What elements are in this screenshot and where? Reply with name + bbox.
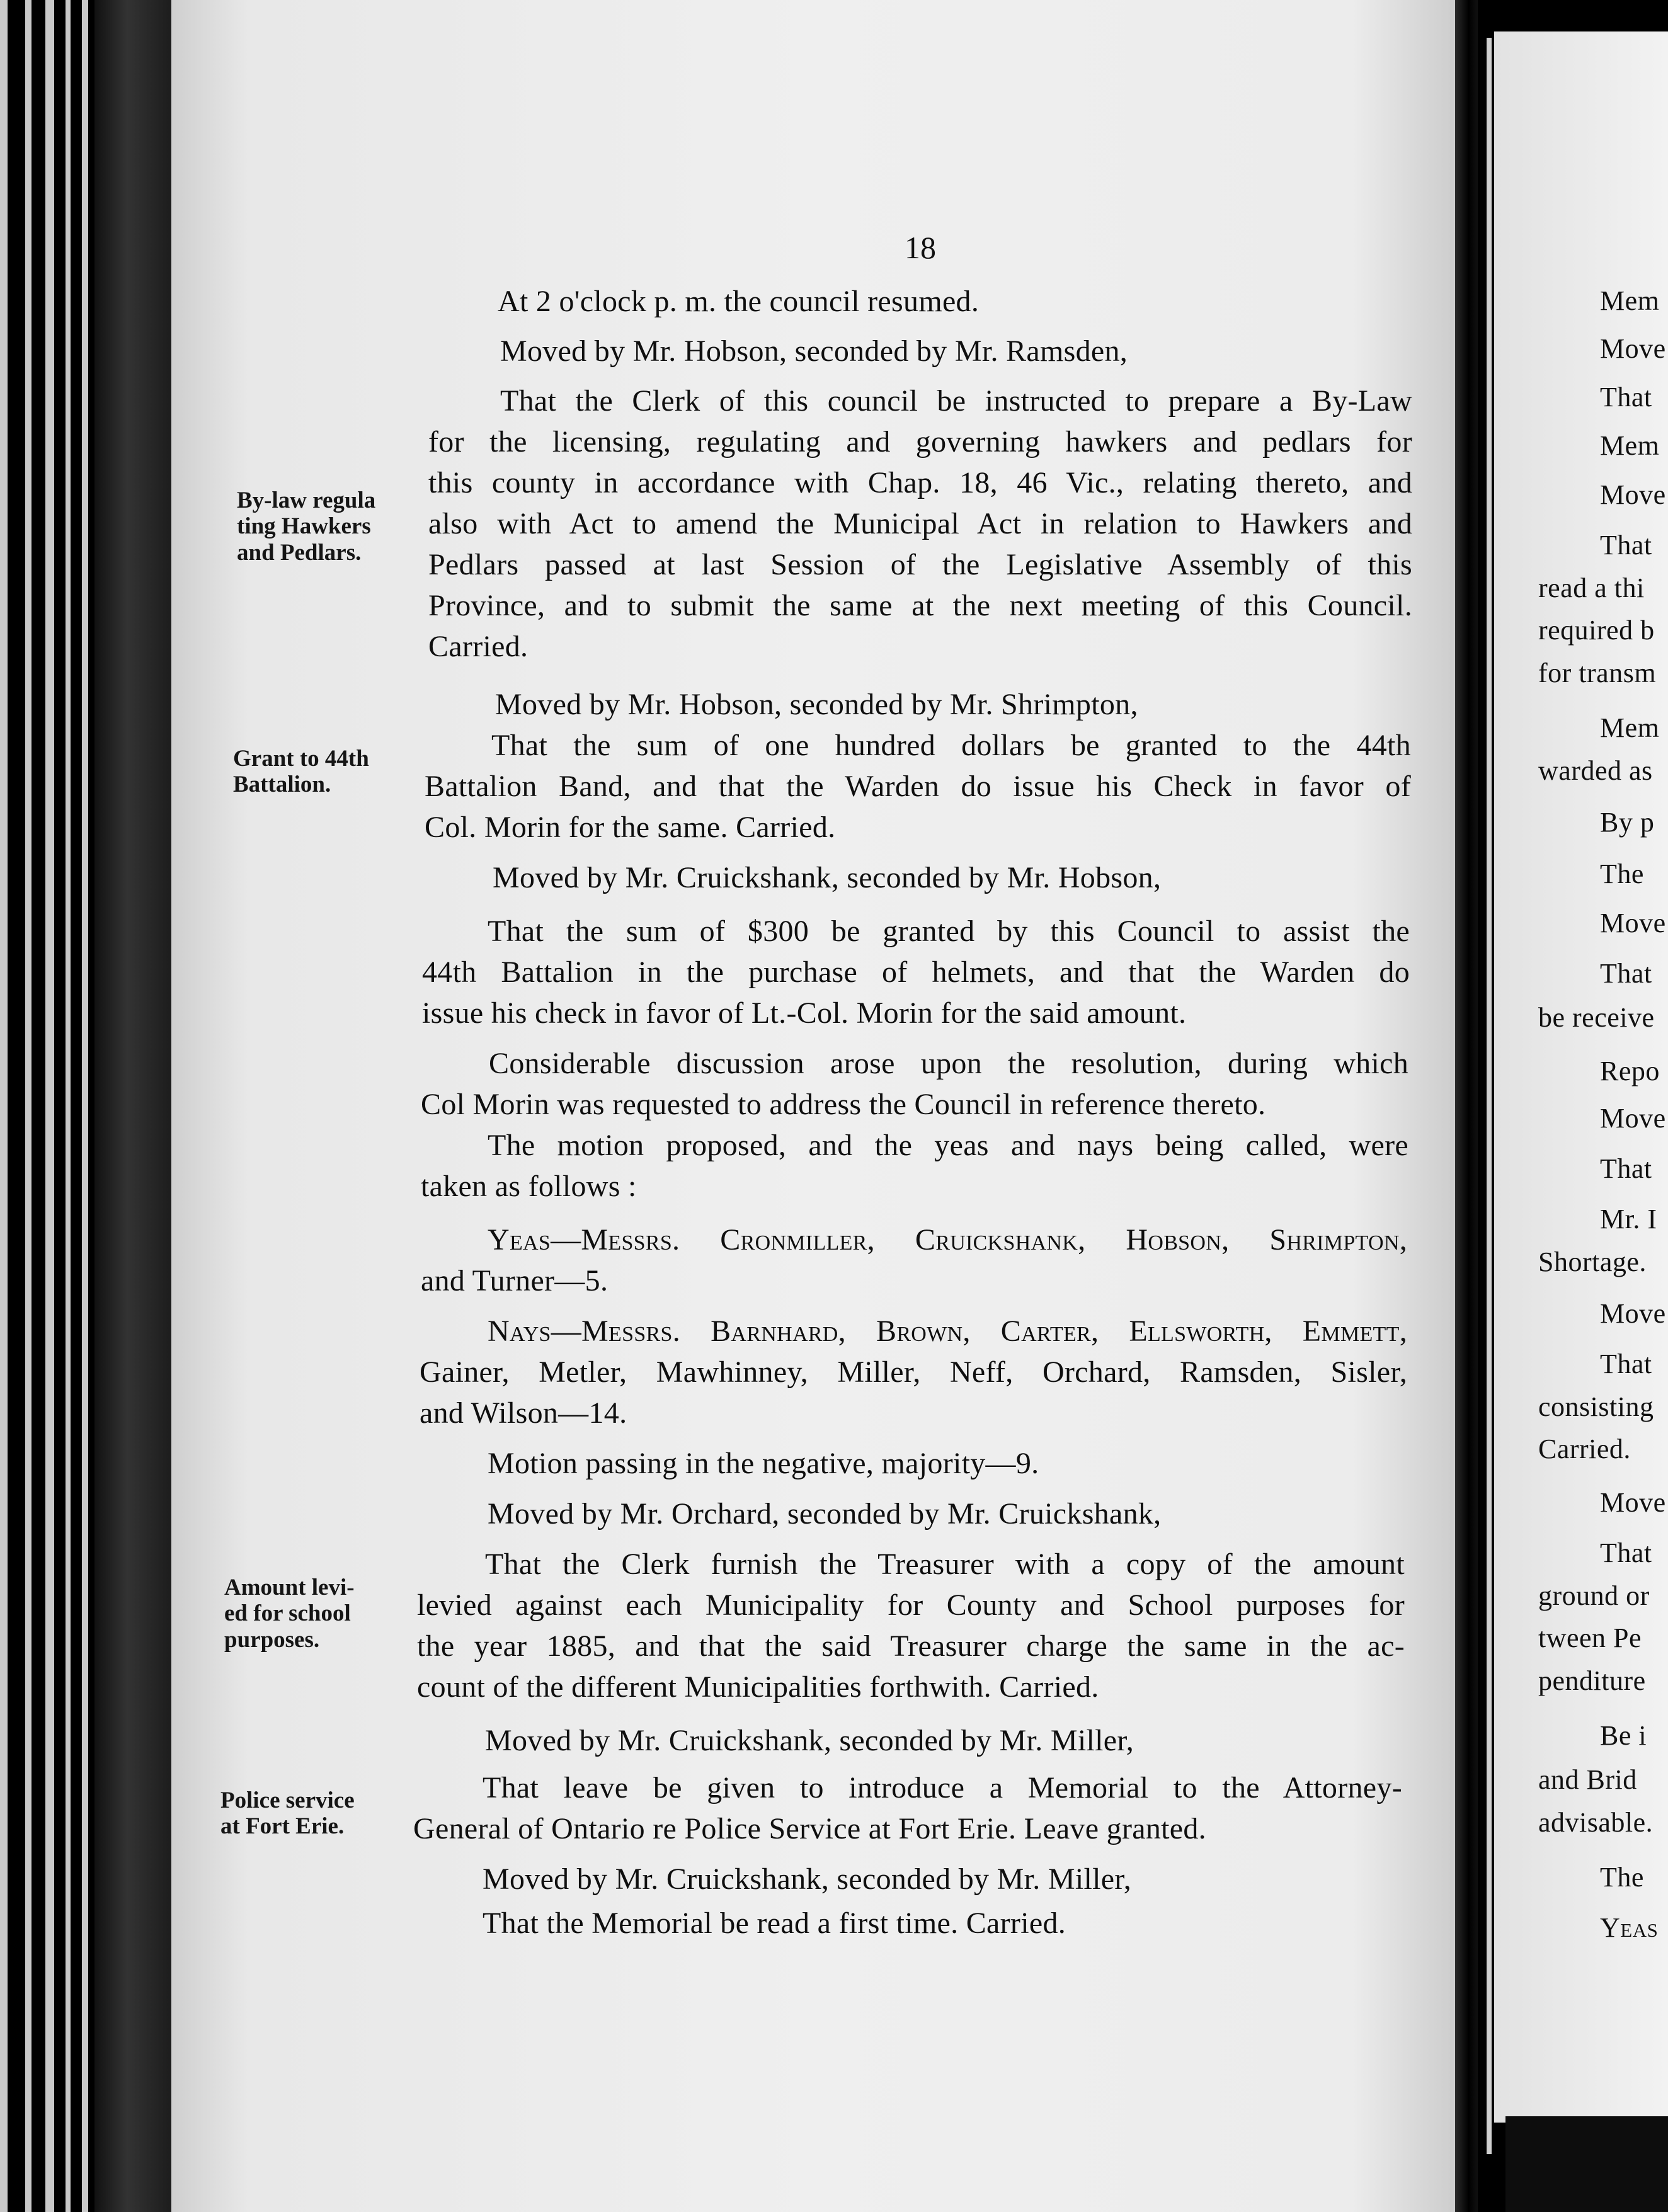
text-line: Moved by Mr. Cruickshank, seconded by Mr. Miller, [483, 1862, 1131, 1896]
adjacent-line: Mem [1600, 712, 1660, 743]
text-line: That the sum of one hundred dollars be granted to the 44th [491, 729, 1411, 762]
adjacent-line: for transm [1538, 658, 1657, 688]
text-line: Yeas—Messrs. Cronmiller, Cruickshank, Hobson, Shrimpton, [488, 1223, 1407, 1257]
adjacent-line: warded as [1538, 755, 1653, 786]
text-line: issue his check in favor of Lt.-Col. Morin for the said amount. [422, 996, 1187, 1030]
adjacent-line: Move [1600, 1487, 1666, 1518]
text-line: Moved by Mr. Cruickshank, seconded by Mr. Miller, [485, 1724, 1134, 1757]
text-line: The motion proposed, and the yeas and nays being called, were [488, 1129, 1408, 1162]
text-line: Moved by Mr. Orchard, seconded by Mr. Cruickshank, [488, 1497, 1162, 1531]
text-line: Province, and to submit the same at the next meeting of this Council. [428, 589, 1412, 622]
text-line: Moved by Mr. Cruickshank, seconded by Mr. Hobson, [493, 861, 1162, 894]
text-line: At 2 o'clock p. m. the council resumed. [498, 285, 980, 318]
adjacent-line: consisting [1538, 1391, 1654, 1422]
adjacent-line: and Brid [1538, 1764, 1637, 1795]
text-line: Col. Morin for the same. Carried. [425, 811, 836, 844]
adjacent-line: Be i [1600, 1720, 1647, 1751]
adjacent-line: By p [1600, 807, 1655, 838]
text-line: Pedlars passed at last Session of the Legislative Assembly of this [428, 548, 1412, 581]
adjacent-line: Carried. [1538, 1434, 1631, 1464]
adjacent-line: Shortage. [1538, 1246, 1647, 1277]
adjacent-line: Mr. I [1600, 1204, 1657, 1234]
text-line: taken as follows : [421, 1170, 637, 1203]
text-line: Considerable discussion arose upon the resolution, during which [489, 1047, 1408, 1080]
text-line: That the Clerk of this council be instructed to prepare a By-Law [500, 384, 1412, 418]
text-line: Col Morin was requested to address the Council in reference thereto. [421, 1088, 1266, 1121]
adjacent-line: Mem [1600, 285, 1660, 316]
adjacent-line: Mem [1600, 430, 1660, 461]
text-line: Moved by Mr. Hobson, seconded by Mr. Ramsden, [500, 334, 1128, 368]
adjacent-line: ground or [1538, 1580, 1650, 1611]
text-line: General of Ontario re Police Service at Fort Erie. Leave granted. [413, 1812, 1206, 1845]
margin-note-grant: Grant to 44th Battalion. [233, 746, 369, 798]
text-line: levied against each Municipality for County and School purposes for [417, 1588, 1405, 1622]
adjacent-line: be receive [1538, 1002, 1655, 1033]
page-gutter-edge [1487, 38, 1492, 2154]
text-line: the year 1885, and that the said Treasurer charge the same in the ac- [417, 1629, 1405, 1663]
adjacent-line: That [1600, 1348, 1652, 1379]
margin-note-amount: Amount levi- ed for school purposes. [224, 1575, 355, 1653]
adjacent-line: Move [1600, 333, 1666, 364]
text-line: That the Memorial be read a first time. Carried. [483, 1907, 1066, 1940]
adjacent-line: Yeas [1600, 1912, 1659, 1943]
text-line: Nays—Messrs. Barnhard, Brown, Carter, Ellsworth, Emmett, [488, 1314, 1407, 1348]
adjacent-line: tween Pe [1538, 1622, 1642, 1653]
text-line: this county in accordance with Chap. 18, 46 Vic., relating thereto, and [428, 466, 1412, 499]
text-line: That the sum of $300 be granted by this Council to assist the [488, 915, 1410, 948]
text-line: Carried. [428, 630, 528, 663]
text-line: and Turner—5. [421, 1264, 608, 1297]
adjacent-page [1494, 31, 1668, 2123]
adjacent-line: That [1600, 958, 1652, 989]
adjacent-line: The [1600, 858, 1644, 889]
text-line: 44th Battalion in the purchase of helmets, and that the Warden do [422, 955, 1410, 989]
text-line: Battalion Band, and that the Warden do issue his Check in favor of [425, 770, 1411, 803]
adjacent-line: Move [1600, 908, 1666, 938]
adjacent-line: penditure [1538, 1665, 1646, 1696]
adjacent-line: Move [1600, 1298, 1666, 1329]
book-corner [1505, 2116, 1668, 2212]
text-line: Moved by Mr. Hobson, seconded by Mr. Shrimpton, [495, 688, 1138, 721]
page-number: 18 [905, 230, 936, 265]
adjacent-line: Move [1600, 1103, 1666, 1134]
adjacent-line: That [1600, 1537, 1652, 1568]
text-line: for the licensing, regulating and governing hawkers and pedlars for [428, 425, 1412, 459]
text-line: also with Act to amend the Municipal Act in relation to Hawkers and [428, 507, 1412, 540]
page-gutter [1455, 0, 1478, 2212]
adjacent-line: advisable. [1538, 1807, 1654, 1838]
text-line: Motion passing in the negative, majority—9. [488, 1447, 1039, 1480]
text-line: count of the different Municipalities forthwith. Carried. [417, 1670, 1099, 1704]
adjacent-line: read a thi [1538, 573, 1645, 603]
text-line: That leave be given to introduce a Memorial to the Attorney- [483, 1771, 1402, 1804]
adjacent-line: Move [1600, 479, 1666, 510]
adjacent-line: required b [1538, 615, 1655, 646]
margin-note-bylaw: By-law regula ting Hawkers and Pedlars. [237, 487, 376, 566]
margin-note-police: Police service at Fort Erie. [220, 1787, 355, 1840]
text-line: and Wilson—14. [420, 1396, 627, 1430]
adjacent-line: The [1600, 1862, 1644, 1893]
adjacent-line: That [1600, 1153, 1652, 1184]
text-line: That the Clerk furnish the Treasurer with a copy of the amount [485, 1548, 1405, 1581]
adjacent-line: That [1600, 530, 1652, 561]
adjacent-line: That [1600, 382, 1652, 413]
book-binding [94, 0, 176, 2212]
adjacent-line: Repo [1600, 1056, 1660, 1086]
text-line: Gainer, Metler, Mawhinney, Miller, Neff, Orchard, Ramsden, Sisler, [420, 1355, 1407, 1389]
